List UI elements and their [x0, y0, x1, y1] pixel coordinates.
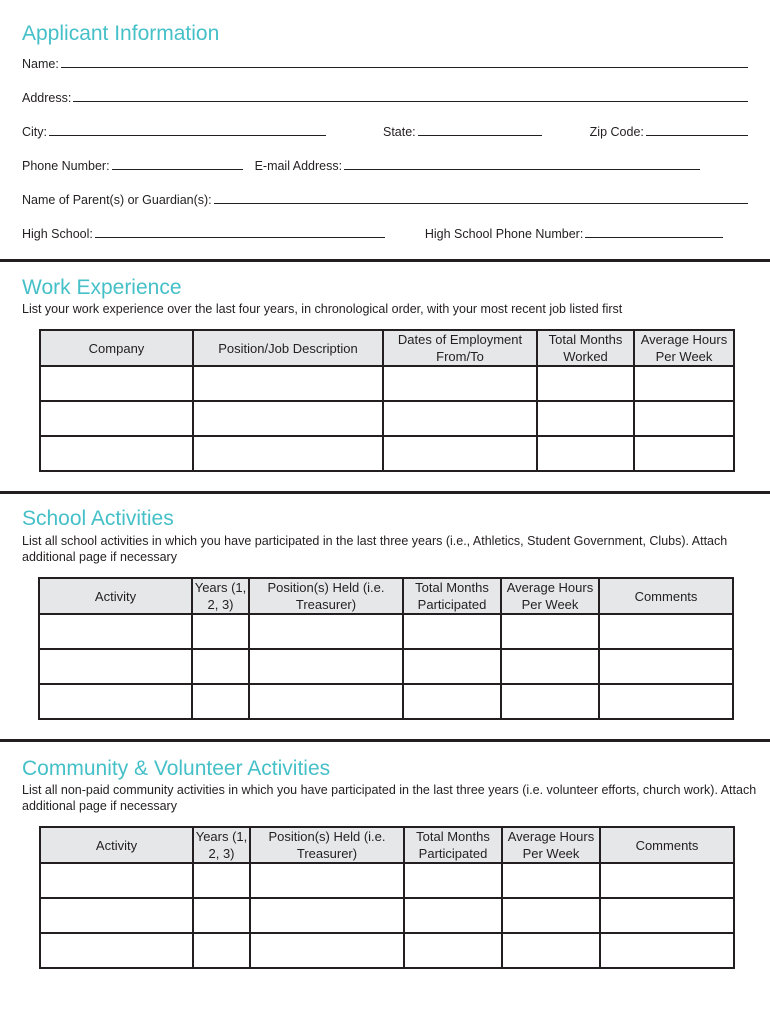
table-cell[interactable]: [502, 933, 600, 968]
column-header-total-months: Total Months Participated: [403, 578, 501, 614]
school-activities-table: [38, 577, 734, 720]
column-header-positions-held: Position(s) Held (i.e. Treasurer): [250, 827, 404, 863]
table-row: [39, 684, 733, 719]
table-cell[interactable]: [250, 863, 404, 898]
guardian-line[interactable]: [214, 203, 748, 204]
table-cell[interactable]: [249, 649, 403, 684]
table-cell[interactable]: [192, 649, 249, 684]
state-label: State:: [383, 124, 416, 139]
column-header-years: Years (1, 2, 3): [192, 578, 249, 614]
address-row: [22, 88, 748, 104]
table-cell[interactable]: [502, 863, 600, 898]
applicant-information-title: Applicant Information: [22, 22, 220, 45]
table-cell[interactable]: [40, 863, 193, 898]
high-school-phone-label: High School Phone Number:: [424, 226, 584, 241]
table-cell[interactable]: [383, 436, 537, 471]
table-header-row: [40, 827, 734, 863]
zip-code-line[interactable]: [646, 135, 748, 136]
table-cell[interactable]: [600, 933, 734, 968]
state-line[interactable]: [418, 135, 542, 136]
address-label: Address:: [22, 90, 72, 105]
email-address-line[interactable]: [344, 169, 700, 170]
table-row: [40, 401, 734, 436]
table-cell[interactable]: [634, 401, 734, 436]
table-header-row: [39, 578, 733, 614]
table-cell[interactable]: [40, 366, 193, 401]
table-cell[interactable]: [40, 933, 193, 968]
column-header-positions-held: Position(s) Held (i.e. Treasurer): [249, 578, 403, 614]
column-header-total-months: Total Months Worked: [537, 330, 634, 366]
community-volunteer-title: Community & Volunteer Activities: [22, 757, 331, 780]
table-cell[interactable]: [193, 366, 383, 401]
name-line[interactable]: [61, 67, 748, 68]
table-row: [39, 614, 733, 649]
column-header-years: Years (1, 2, 3): [193, 827, 250, 863]
address-line[interactable]: [73, 101, 748, 102]
name-row: [22, 54, 748, 70]
table-cell[interactable]: [599, 649, 733, 684]
table-cell[interactable]: [40, 898, 193, 933]
column-header-comments: Comments: [599, 578, 733, 614]
column-header-average-hours: Average Hours Per Week: [501, 578, 599, 614]
table-cell[interactable]: [39, 649, 192, 684]
column-header-total-months: Total Months Participated: [404, 827, 502, 863]
table-cell[interactable]: [502, 898, 600, 933]
table-cell[interactable]: [193, 436, 383, 471]
column-header-activity: Activity: [40, 827, 193, 863]
table-cell[interactable]: [537, 436, 634, 471]
table-cell[interactable]: [501, 614, 599, 649]
phone-email-row: [22, 156, 748, 172]
table-row: [40, 863, 734, 898]
work-experience-table: [39, 329, 735, 472]
table-cell[interactable]: [249, 684, 403, 719]
table-cell[interactable]: [40, 401, 193, 436]
table-cell[interactable]: [599, 614, 733, 649]
work-experience-title: Work Experience: [22, 276, 182, 299]
table-cell[interactable]: [599, 684, 733, 719]
guardian-row: [22, 190, 748, 206]
table-header-row: [40, 330, 734, 366]
high-school-row: [22, 224, 748, 240]
community-volunteer-description: List all non-paid community activities in which you have participated in the last three years (i.e. volunteer efforts, church work). Attach additional page if necessary: [22, 783, 757, 813]
table-row: [40, 436, 734, 471]
section-divider: [0, 259, 770, 262]
table-cell[interactable]: [600, 863, 734, 898]
table-row: [40, 366, 734, 401]
table-cell[interactable]: [403, 649, 501, 684]
high-school-label: High School:: [22, 226, 93, 241]
phone-number-label: Phone Number:: [22, 158, 110, 173]
table-cell[interactable]: [193, 933, 250, 968]
table-cell[interactable]: [40, 436, 193, 471]
table-cell[interactable]: [383, 401, 537, 436]
table-row: [40, 898, 734, 933]
table-cell[interactable]: [193, 863, 250, 898]
table-cell[interactable]: [250, 933, 404, 968]
column-header-activity: Activity: [39, 578, 192, 614]
city-label: City:: [22, 124, 47, 139]
table-cell[interactable]: [39, 614, 192, 649]
table-cell[interactable]: [403, 684, 501, 719]
column-header-dates: Dates of Employment From/To: [383, 330, 537, 366]
city-state-zip-row: [22, 122, 748, 138]
column-header-position: Position/Job Description: [193, 330, 383, 366]
column-header-company: Company: [40, 330, 193, 366]
school-activities-description: List all school activities in which you have participated in the last three years (i.e., Athletics, Student Government, Clubs). Attach additional page if necessary: [22, 534, 728, 564]
table-row: [39, 649, 733, 684]
high-school-line[interactable]: [95, 237, 385, 238]
high-school-phone-line[interactable]: [585, 237, 723, 238]
table-cell[interactable]: [39, 684, 192, 719]
name-label: Name:: [22, 56, 59, 71]
table-cell[interactable]: [634, 366, 734, 401]
column-header-comments: Comments: [600, 827, 734, 863]
zip-code-label: Zip Code:: [589, 124, 644, 139]
phone-number-line[interactable]: [112, 169, 243, 170]
table-row: [40, 933, 734, 968]
table-cell[interactable]: [404, 933, 502, 968]
city-line[interactable]: [49, 135, 326, 136]
table-cell[interactable]: [192, 614, 249, 649]
table-cell[interactable]: [501, 684, 599, 719]
table-cell[interactable]: [192, 684, 249, 719]
column-header-average-hours: Average Hours Per Week: [502, 827, 600, 863]
guardian-label: Name of Parent(s) or Guardian(s):: [22, 192, 212, 207]
table-cell[interactable]: [537, 366, 634, 401]
column-header-average-hours: Average Hours Per Week: [634, 330, 734, 366]
table-cell[interactable]: [193, 898, 250, 933]
table-cell[interactable]: [193, 401, 383, 436]
email-address-label: E-mail Address:: [254, 158, 343, 173]
work-experience-description: List your work experience over the last four years, in chronological order, with your most recent job listed first: [22, 302, 623, 316]
table-cell[interactable]: [600, 898, 734, 933]
school-activities-title: School Activities: [22, 507, 174, 530]
table-cell[interactable]: [404, 898, 502, 933]
section-divider: [0, 491, 770, 494]
table-cell[interactable]: [383, 366, 537, 401]
table-cell[interactable]: [249, 614, 403, 649]
table-cell[interactable]: [404, 863, 502, 898]
table-cell[interactable]: [250, 898, 404, 933]
table-cell[interactable]: [501, 649, 599, 684]
community-volunteer-table: [39, 826, 735, 969]
section-divider: [0, 739, 770, 742]
table-cell[interactable]: [537, 401, 634, 436]
table-cell[interactable]: [634, 436, 734, 471]
table-cell[interactable]: [403, 614, 501, 649]
